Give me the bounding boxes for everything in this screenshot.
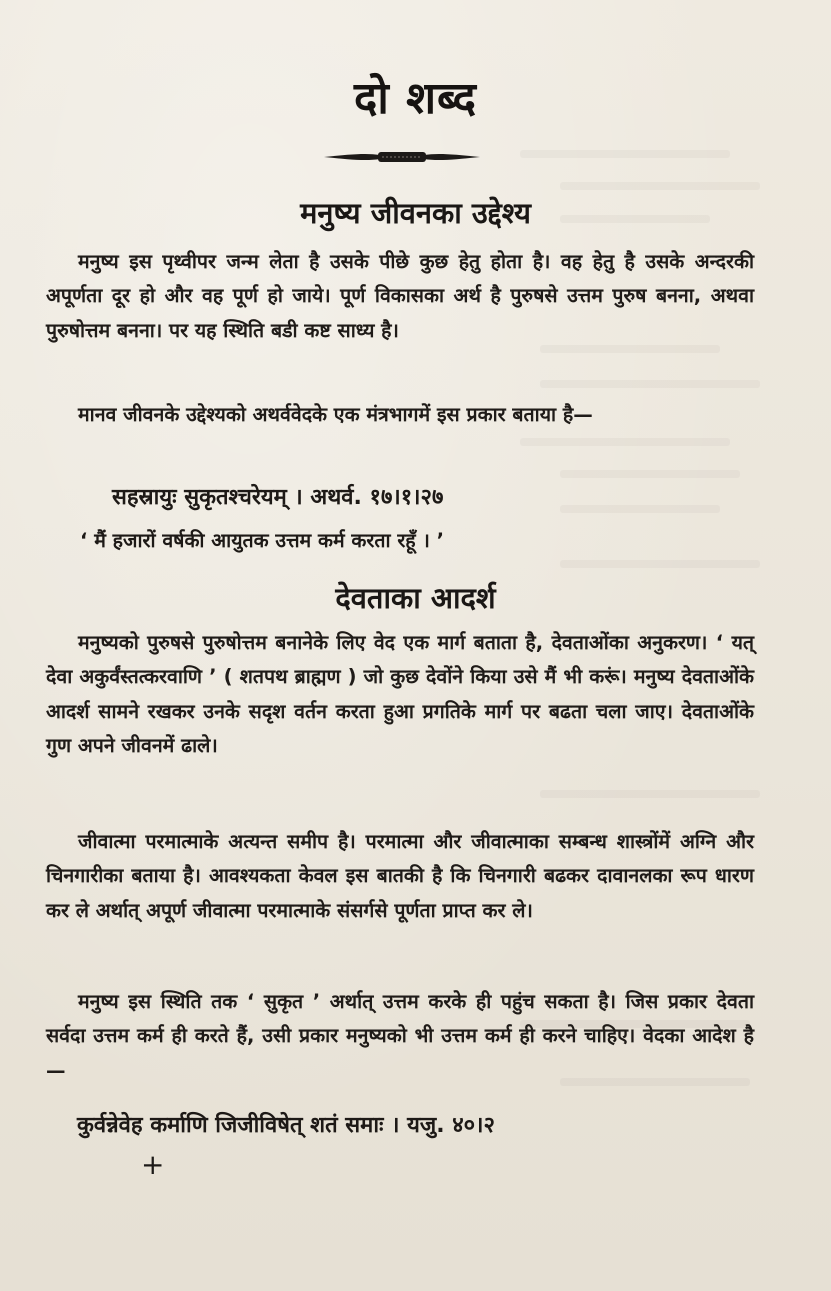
paragraph-sukrit (46, 985, 754, 1088)
paragraph-text: जीवात्मा परमात्माके अत्यन्त समीप है। परमात्मा और जीवात्माका सम्बन्ध शास्त्रोंमें अग्नि और चिनगारीका बताया है। आवश्यकता केवल इस बातकी है कि चिनगारी बढकर दावानलका रूप धारण कर ले अर्थात् अपूर्ण जीवात्मा परमात्माके संसर्गसे पूर्णता प्राप्त कर ले। (46, 830, 754, 922)
section-heading-ideal: देवताका आदर्श (335, 581, 496, 615)
paragraph-atharva-intro (46, 398, 754, 432)
page-title: दो शब्द (353, 73, 477, 124)
section-heading-purpose: मनुष्य जीवनका उद्देश्य (300, 196, 531, 230)
paragraph-text: मनुष्य इस स्थिति तक ‘ सुकृत ’ अर्थात् उत्तम करके ही पहुंच सकता है। जिस प्रकार देवता सर्वदा उत्तम कर्म ही करते हैं, उसी प्रकार मनुष्यको भी उत्तम कर्म ही करने चाहिए। वेदका आदेश है— (46, 990, 754, 1082)
paragraph-purpose (46, 245, 754, 348)
verse-yajur: कुर्वन्नेवेह कर्माणि जिजीविषेत् शतं समाः । यजु. ४०।२ (77, 1113, 495, 1138)
paragraph-text: मनुष्य इस पृथ्वीपर जन्म लेता है उसके पीछे कुछ हेतु होता है। वह हेतु है उसके अन्दरकी अपूर्णता दूर हो और वह पूर्ण हो जाये। पूर्ण विकासका अर्थ है पुरुषसे उत्तम पुरुष बनना, अथवा पुरुषोत्तम बनना। पर यह स्थिति बडी कष्ट साध्य है। (46, 250, 754, 342)
paragraph-text: मनुष्यको पुरुषसे पुरुषोत्तम बनानेके लिए वेद एक मार्ग बताता है, देवताओंका अनुकरण। ‘ यत् देवा अकुर्वंस्तत्करवाणि ’ ( शतपथ ब्राह्मण ) जो कुछ देवोंने किया उसे मैं भी करूं। मनुष्य देवताओंके आदर्श सामने रखकर उनके सदृश वर्तन करता हुआ प्रगतिके मार्ग पर बढता चला जाए। देवताओंके गुण अपने जीवनमें ढाले। (46, 631, 754, 757)
ornamental-rule-icon (322, 147, 482, 167)
paragraph-soul (46, 825, 754, 928)
paragraph-ideal (46, 626, 754, 763)
verse-atharva: सहस्रायुः सुकृतश्चरेयम् । अथर्व. १७।१।२७ (112, 485, 444, 510)
footer-mark: + (141, 1148, 165, 1181)
paragraph-text: मानव जीवनके उद्देश्यको अथर्ववेदके एक मंत्रभागमें इस प्रकार बताया है— (78, 403, 593, 426)
verse-meaning: ‘ मैं हजारों वर्षकी आयुतक उत्तम कर्म करता रहूँ । ’ (80, 529, 445, 552)
